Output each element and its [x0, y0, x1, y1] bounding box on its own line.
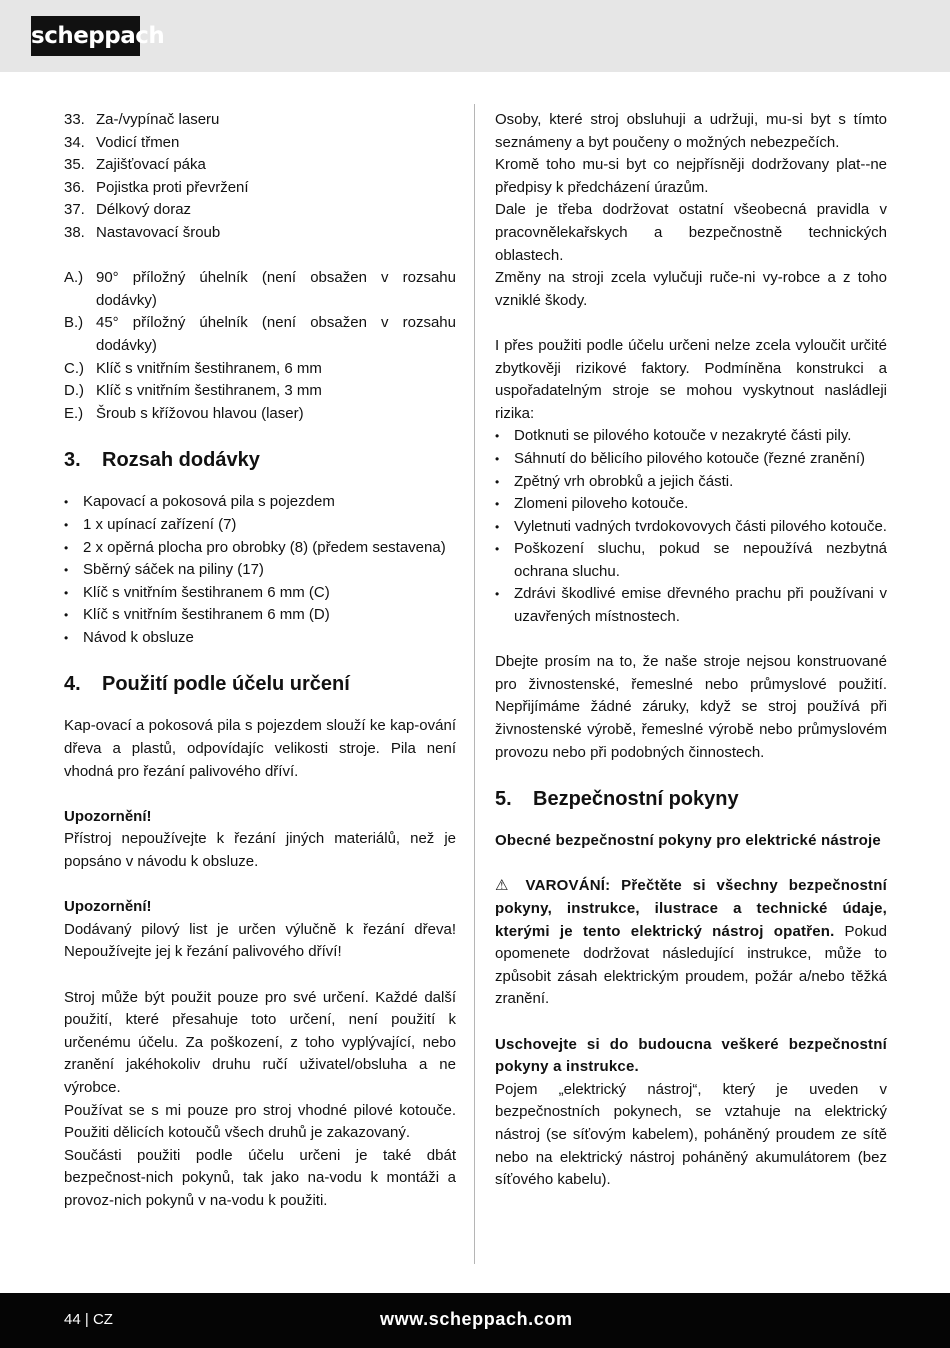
list-item: • Zpětný vrh obrobků a jejich části. — [495, 471, 887, 494]
paragraph: Kromě toho mu-si byt co nejpřísněji dodržovany plat--ne předpisy k předcházení úrazům. — [495, 156, 887, 196]
right-column — [495, 109, 887, 1192]
list-item: 33. Za-/vypínač laseru — [64, 111, 220, 128]
list-item: • Klíč s vnitřním šestihranem 6 mm (C) — [64, 582, 456, 605]
list-item: • Vyletnuti vadných tvrdokovovych části pilového kotouče. — [495, 516, 887, 539]
list-item: • Zdrávi škodlivé emise dřevného prachu při používani v uzavřených místnostech. — [495, 583, 887, 628]
list-item: • 2 x opěrná plocha pro obrobky (8) (předem sestavena) — [64, 537, 456, 560]
website-link[interactable]: www.scheppach.com — [380, 1309, 573, 1329]
paragraph: Používat se s mi pouze pro stroj vhodné pilové kotouče. Použiti dělicích kotoučů všech druhů je zakazovaný. — [64, 1101, 456, 1142]
list-item: A.) 90° příložný úhelník (není obsažen v rozsahu dodávky) — [64, 269, 456, 309]
paragraph: I přes použiti podle účelu určeni nelze zcela vyloučit určité zbytkověji rizikové faktory. Podmíněna konstrukci a uspořadatelným stroje se mohou vyskytnout nasládleji rizika: — [495, 336, 887, 422]
list-item: 34. Vodicí třmen — [64, 133, 180, 151]
warning-paragraph — [495, 875, 887, 1011]
page-number: 44 | CZ — [64, 1311, 113, 1328]
warning-icon: ⚠ — [495, 877, 515, 895]
delivery-list — [64, 491, 456, 649]
note-title: Upozornění! — [64, 807, 152, 825]
list-item: 38. Nastavovací šroub — [64, 223, 221, 241]
paragraph: Dodávaný pilový list je určen výlučně k řezání dřeva! Nepoužívejte jej k řezání palivového dříví! — [64, 920, 456, 961]
paragraph: Součásti použiti podle účelu určeni je také dbát bezpečnost-nich pokynů, tak jako na-vodu k montáži a provoz-nich pokynů v na-vodu k použiti. — [64, 1146, 456, 1209]
left-column — [64, 109, 456, 1213]
paragraph: Dale je třeba dodržovat ostatní všeobecná pravidla v pracovnělekařskych a bezpečnostně technických oblastech. — [495, 201, 887, 264]
list-item: • Zlomeni piloveho kotouče. — [495, 493, 887, 516]
accessories-list — [64, 267, 456, 425]
section-heading: 5. Bezpečnostní pokyny — [495, 788, 739, 811]
paragraph: Stroj může být použit pouze pro své určení. Každé další použití, které přesahuje toto určení, není použití k určenému účelu. Za poškození, z toho vyplývající, nebo zranění jakéhokoliv druhu ručí uživatel/obsluha a ne výrobce. — [64, 988, 456, 1096]
header-bar — [0, 0, 950, 72]
list-item: • Návod k obsluze — [64, 627, 456, 650]
subsection-title: Obecné bezpečnostní pokyny pro elektrické nástroje — [495, 832, 881, 850]
section-heading: 3. Rozsah dodávky — [64, 449, 260, 472]
column-divider — [474, 104, 475, 1264]
list-item: • Sáhnutí do bělicího pilového kotouče (řezné zranění) — [495, 448, 887, 471]
note-title: Upozornění! — [64, 898, 152, 916]
brand-logo: scheppach — [31, 16, 140, 56]
list-item: • Kapovací a pokosová pila s pojezdem — [64, 491, 456, 514]
parts-list — [64, 109, 456, 245]
paragraph: Dbejte prosím na to, že naše stroje nejsou konstruované pro živnostenské, řemeslné nebo průmyslové použití. Nepřijímáme žádné záruky, když se stroj používá při živnostenské výrobě, řemeslné výrobě nebo průmyslovém provozu nebo při podobných činnostech. — [495, 653, 887, 761]
subsection-title: Uschovejte si do budoucna veškeré bezpečnostní pokyny a instrukce. — [495, 1035, 887, 1076]
paragraph: Změny na stroji zcela vylučuji ruče-ni vy-robce a z toho vzniklé škody. — [495, 269, 887, 309]
list-item: D.) Klíč s vnitřním šestihranem, 3 mm — [64, 382, 322, 400]
section-heading: 4. Použití podle účelu určení — [64, 673, 350, 696]
paragraph: Pojem „elektrický nástroj“, který je uveden v bezpečnostních pokynech, se vztahuje na elektrický nástroj (se síťovým kabelem), poháněný proudem ze sítě nebo na elektrický nástroj poháněný akumulátorem (bez síťového kabelu). — [495, 1080, 887, 1189]
warning-text: Pokud opomenete dodržovat následující instrukce, může to způsobit zásah elektrickým proudem, požár a/nebo těžká zranění. — [495, 922, 888, 1008]
footer-bar — [0, 1293, 950, 1348]
paragraph: Osoby, které stroj obsluhuji a udržuji, mu-si byt s tímto seznámeny a byt poučeny o možných nebezpečích. — [495, 111, 887, 151]
list-item: • Sběrný sáček na piliny (17) — [64, 559, 456, 582]
list-item: • 1 x upínací zařízení (7) — [64, 514, 456, 537]
list-item: • Poškození sluchu, pokud se nepoužívá nezbytná ochrana sluchu. — [495, 538, 887, 583]
paragraph: Kap-ovací a pokosová pila s pojezdem slouží ke kap-ování dřeva a plastů, odpovídajíc velikosti stroje. Pila není vhodná pro řezání palivového dříví. — [64, 717, 456, 780]
list-item: B.) 45° příložný úhelník (není obsažen v rozsahu dodávky) — [64, 314, 456, 354]
risk-list — [495, 425, 887, 628]
list-item: C.) Klíč s vnitřním šestihranem, 6 mm — [64, 359, 322, 377]
list-item: E.) Šroub s křížovou hlavou (laser) — [64, 404, 304, 422]
paragraph: Přístroj nepoužívejte k řezání jiných materiálů, než je popsáno v návodu k obsluze. — [64, 830, 456, 871]
list-item: 37. Délkový doraz — [64, 201, 192, 219]
list-item: • Klíč s vnitřním šestihranem 6 mm (D) — [64, 604, 456, 627]
list-item: 36. Pojistka proti převržení — [64, 178, 249, 196]
warning-label: VAROVÁNÍ: Přečtěte si všechny bezpečnostní pokyny, instrukce, ilustrace a technické údaje, kterými je tento elektrický nástroj opatřen. — [495, 877, 887, 940]
list-item: 35. Zajišťovací páka — [64, 156, 206, 174]
list-item: • Dotknuti se pilového kotouče v nezakryté části pily. — [495, 425, 887, 448]
